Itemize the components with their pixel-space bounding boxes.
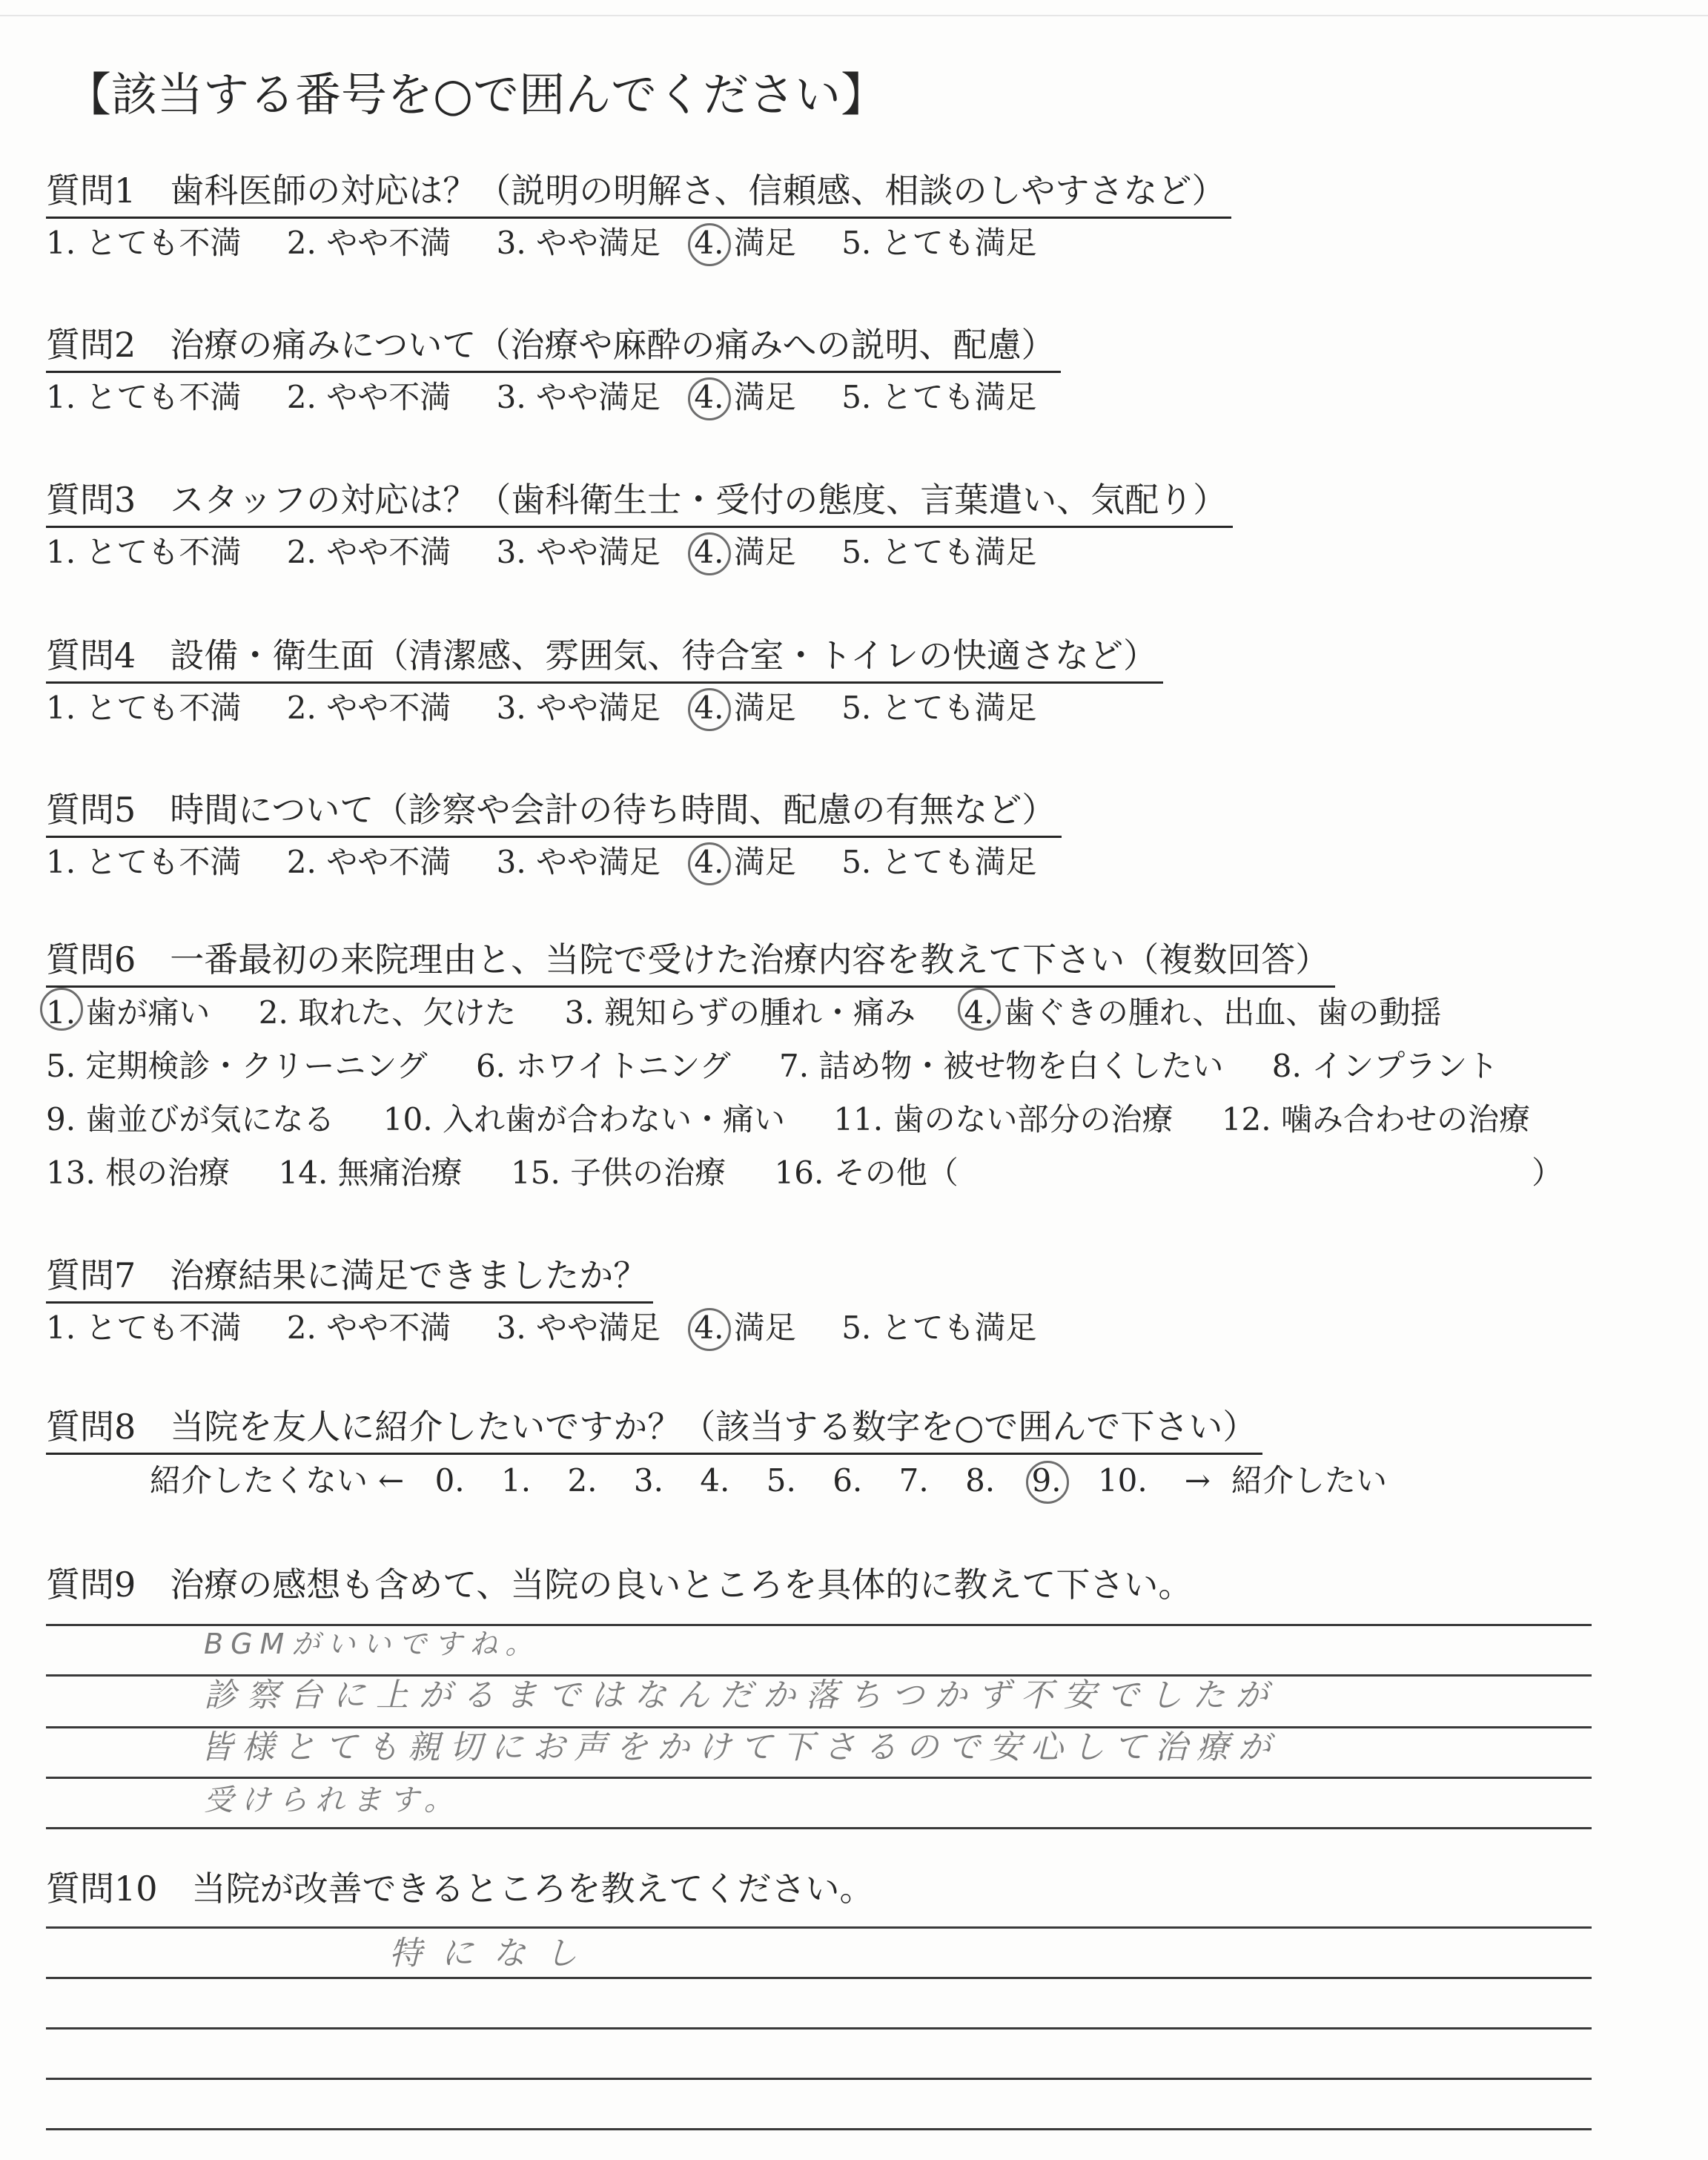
question-text: 治療の痛みについて（治療や麻酔の痛みへの説明、配慮） — [170, 325, 1056, 365]
question-title — [46, 632, 1163, 679]
question-title — [46, 1561, 1198, 1608]
question-title — [46, 167, 1231, 214]
question-text: 一番最初の来院理由と、当院で受けた治療内容を教えて下さい（複数回答） — [170, 939, 1330, 980]
reason-7[interactable]: 7. 詰め物・被せ物を白くしたい — [778, 1048, 1224, 1084]
handwritten-answer-line: 皆様とても親切にお声をかけて下さるので安心して治療が — [200, 1728, 1280, 1766]
question-5 — [46, 786, 1062, 884]
reason-1-selected[interactable]: 1. 歯が痛い — [46, 986, 210, 1040]
option-1[interactable]: 1. とても不満 — [46, 690, 242, 726]
scale-8[interactable]: 8. — [965, 1462, 996, 1499]
question-1 — [46, 167, 1231, 265]
option-4-selected[interactable]: 4. 満足 — [694, 687, 795, 730]
option-1[interactable]: 1. とても不満 — [46, 379, 242, 415]
reason-3[interactable]: 3. 親知らずの腫れ・痛み — [564, 994, 916, 1031]
other-close-paren: ） — [1532, 1155, 1563, 1191]
option-4-selected[interactable]: 4. 満足 — [694, 531, 795, 574]
rating-options — [46, 376, 1061, 419]
scale-6[interactable]: 6. — [833, 1462, 863, 1499]
question-title — [46, 476, 1233, 524]
option-5[interactable]: 5. とても満足 — [841, 225, 1037, 261]
reason-options — [46, 986, 1563, 1200]
question-title — [46, 1252, 653, 1299]
question-8 — [46, 1403, 1387, 1502]
question-10 — [46, 1865, 880, 1912]
question-label: 質問9 — [46, 1565, 136, 1605]
option-1[interactable]: 1. とても不満 — [46, 844, 242, 880]
question-text: 当院が改善できるところを教えてください。 — [191, 1869, 874, 1909]
option-2[interactable]: 2. やや不満 — [286, 690, 451, 726]
question-6 — [46, 936, 1563, 1200]
reason-11[interactable]: 11. 歯のない部分の治療 — [833, 1101, 1174, 1137]
rating-options — [46, 1307, 1037, 1350]
option-1[interactable]: 1. とても不満 — [46, 225, 242, 261]
question-title — [46, 936, 1335, 983]
scale-2[interactable]: 2. — [567, 1462, 598, 1499]
answer-line — [46, 1777, 1592, 1779]
scale-left-label: 紹介したくない — [150, 1462, 368, 1499]
question-label: 質問3 — [46, 480, 136, 520]
option-5[interactable]: 5. とても満足 — [841, 534, 1037, 570]
rating-options — [46, 841, 1062, 884]
option-4-selected[interactable]: 4. 満足 — [694, 376, 795, 419]
scale-7[interactable]: 7. — [898, 1462, 929, 1499]
question-text: スタッフの対応は？（歯科衛生士・受付の態度、言葉遣い、気配り） — [170, 480, 1228, 520]
scale-4[interactable]: 4. — [700, 1462, 730, 1499]
scale-10[interactable]: 10. — [1097, 1462, 1148, 1499]
question-label: 質問8 — [46, 1407, 136, 1447]
option-5[interactable]: 5. とても満足 — [841, 844, 1037, 880]
option-2[interactable]: 2. やや不満 — [286, 225, 451, 261]
scale-1[interactable]: 1. — [501, 1462, 532, 1499]
option-2[interactable]: 2. やや不満 — [286, 1309, 451, 1346]
reason-2[interactable]: 2. 取れた、欠けた — [258, 994, 517, 1031]
question-2 — [46, 321, 1061, 419]
reason-16-other[interactable]: 16. その他（ — [774, 1155, 959, 1191]
question-label: 質問6 — [46, 939, 136, 980]
reason-row — [46, 986, 1563, 1040]
rating-options — [46, 222, 1231, 265]
handwritten-answer-line: BGMがいいですね。 — [204, 1628, 541, 1660]
option-2[interactable]: 2. やや不満 — [286, 379, 451, 415]
option-5[interactable]: 5. とても満足 — [841, 1309, 1037, 1346]
question-3 — [46, 476, 1233, 574]
handwritten-answer-line: 特になし — [389, 1935, 597, 1972]
option-3[interactable]: 3. やや満足 — [496, 1309, 661, 1346]
option-3[interactable]: 3. やや満足 — [496, 690, 661, 726]
option-2[interactable]: 2. やや不満 — [286, 534, 451, 570]
scale-5[interactable]: 5. — [766, 1462, 796, 1499]
reason-row — [46, 1146, 1563, 1200]
question-4 — [46, 632, 1163, 730]
answer-line — [46, 1926, 1592, 1929]
question-label: 質問5 — [46, 790, 136, 830]
question-text: 治療の感想も含めて、当院の良いところを具体的に教えて下さい。 — [170, 1565, 1193, 1605]
reason-14[interactable]: 14. 無痛治療 — [278, 1155, 463, 1191]
answer-line — [46, 2027, 1592, 2029]
recommend-scale — [150, 1459, 1387, 1502]
option-4-selected[interactable]: 4. 満足 — [694, 1307, 795, 1350]
left-arrow-icon: ← — [378, 1462, 405, 1499]
scale-3[interactable]: 3. — [633, 1462, 663, 1499]
reason-15[interactable]: 15. 子供の治療 — [511, 1155, 726, 1191]
reason-9[interactable]: 9. 歯並びが気になる — [46, 1101, 335, 1137]
question-label: 質問1 — [46, 171, 136, 211]
question-label: 質問4 — [46, 635, 136, 676]
question-text: 設備・衛生面（清潔感、雰囲気、待合室・トイレの快適さなど） — [170, 635, 1157, 676]
question-title — [46, 1403, 1262, 1450]
handwritten-answer-line: 診察台に上がるまではなんだか落ちつかず不安でしたが — [204, 1677, 1279, 1714]
question-label: 質問2 — [46, 325, 136, 365]
right-arrow-icon: → — [1184, 1462, 1211, 1499]
question-9 — [46, 1561, 1198, 1608]
option-2[interactable]: 2. やや不満 — [286, 844, 451, 880]
option-3[interactable]: 3. やや満足 — [496, 225, 661, 261]
option-3[interactable]: 3. やや満足 — [496, 379, 661, 415]
handwritten-answer-line: 受けられます。 — [204, 1783, 461, 1817]
option-3[interactable]: 3. やや満足 — [496, 534, 661, 570]
scale-0[interactable]: 0. — [434, 1462, 465, 1499]
page-heading: 【該当する番号を○で囲んでください】 — [65, 67, 887, 122]
reason-5[interactable]: 5. 定期検診・クリーニング — [46, 1048, 428, 1084]
answer-line — [46, 2128, 1592, 2130]
reason-6[interactable]: 6. ホワイトニング — [475, 1048, 731, 1084]
option-5[interactable]: 5. とても満足 — [841, 690, 1037, 726]
reason-10[interactable]: 10. 入れ歯が合わない・痛い — [383, 1101, 785, 1137]
reason-13[interactable]: 13. 根の治療 — [46, 1155, 231, 1191]
question-title — [46, 321, 1061, 369]
question-label: 質問10 — [46, 1869, 158, 1909]
answer-line — [46, 1827, 1592, 1829]
option-5[interactable]: 5. とても満足 — [841, 379, 1037, 415]
option-4-selected[interactable]: 4. 満足 — [694, 841, 795, 884]
answer-line — [46, 1977, 1592, 1979]
option-3[interactable]: 3. やや満足 — [496, 844, 661, 880]
question-text: 時間について（診察や会計の待ち時間、配慮の有無など） — [170, 790, 1056, 830]
question-title — [46, 786, 1062, 833]
rating-options — [46, 687, 1163, 730]
option-1[interactable]: 1. とても不満 — [46, 534, 242, 570]
answer-line — [46, 2078, 1592, 2080]
option-4-selected[interactable]: 4. 満足 — [694, 222, 795, 265]
scan-top-edge — [0, 15, 1708, 16]
question-label: 質問7 — [46, 1255, 136, 1295]
reason-row — [46, 1040, 1563, 1093]
reason-8[interactable]: 8. インプラント — [1271, 1048, 1499, 1084]
scale-right-label: 紹介したい — [1231, 1462, 1387, 1499]
question-title — [46, 1865, 880, 1912]
question-text: 治療結果に満足できましたか？ — [170, 1255, 648, 1295]
rating-options — [46, 531, 1233, 574]
question-text: 歯科医師の対応は？（説明の明解さ、信頼感、相談のしやすさなど） — [170, 171, 1226, 211]
scale-9-selected[interactable]: 9. — [1032, 1459, 1062, 1502]
option-1[interactable]: 1. とても不満 — [46, 1309, 242, 1346]
reason-4-selected[interactable]: 4. 歯ぐきの腫れ、出血、歯の動揺 — [964, 986, 1441, 1040]
reason-row — [46, 1093, 1563, 1146]
question-text: 当院を友人に紹介したいですか？（該当する数字を○で囲んで下さい） — [170, 1407, 1257, 1447]
reason-12[interactable]: 12. 噛み合わせの治療 — [1221, 1101, 1530, 1137]
question-7 — [46, 1252, 1037, 1350]
